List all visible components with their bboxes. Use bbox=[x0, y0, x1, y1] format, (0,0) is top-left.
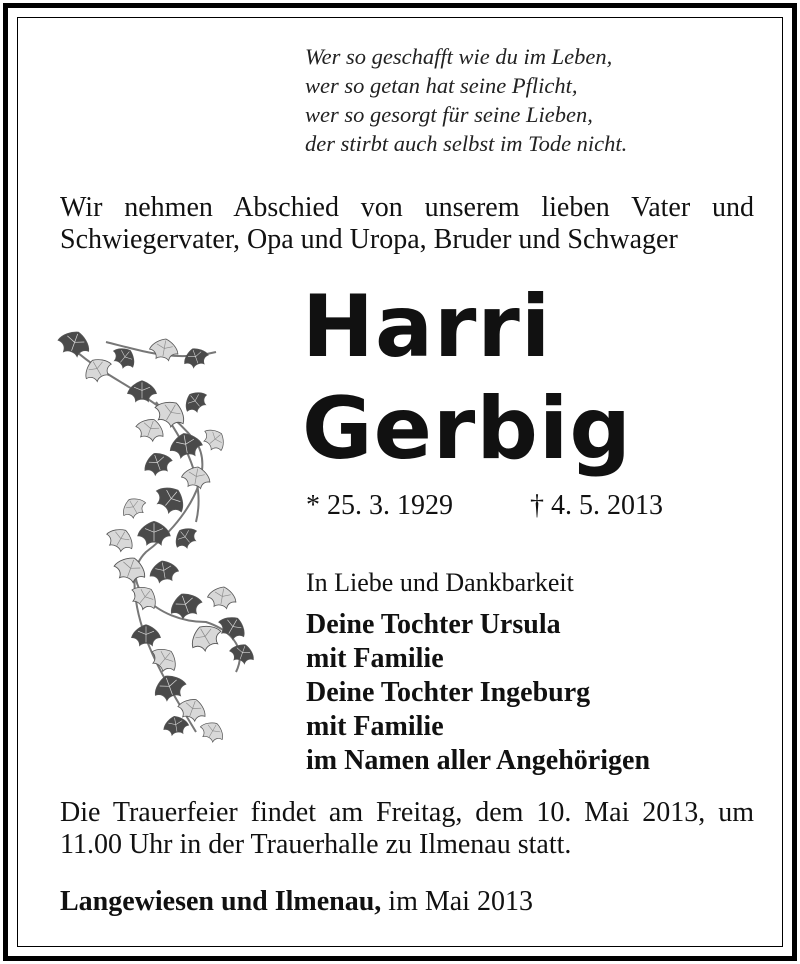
poem-line: wer so gesorgt für seine Lieben, bbox=[305, 102, 593, 127]
place-and-date bbox=[60, 886, 533, 918]
ivy-leaf bbox=[132, 625, 161, 646]
ivy-leaf bbox=[55, 327, 93, 360]
obituary-notice bbox=[3, 3, 797, 961]
birth-date: * 25. 3. 1929 bbox=[306, 490, 453, 521]
ivy-leaf bbox=[162, 714, 190, 736]
thanks-line: In Liebe und Dankbarkeit bbox=[306, 568, 574, 597]
mourner-line: im Namen aller Angehörigen bbox=[306, 745, 651, 776]
ivy-leaf bbox=[127, 580, 162, 614]
ivy-leaf bbox=[148, 336, 180, 361]
ivy-branch-image bbox=[46, 322, 276, 752]
ivy-leaf bbox=[181, 344, 211, 370]
ivy-leaf bbox=[147, 642, 182, 676]
ivy-leaf bbox=[168, 431, 204, 460]
place-names: Langewiesen und Ilmenau, bbox=[60, 886, 382, 917]
ivy-leaf bbox=[199, 424, 229, 455]
ivy-leaf bbox=[166, 589, 204, 622]
ivy-leaf bbox=[138, 521, 170, 544]
ivy-leaf bbox=[118, 493, 149, 521]
death-date: † 4. 5. 2013 bbox=[530, 490, 663, 521]
ivy-leaf bbox=[111, 553, 149, 586]
mourner-line: Deine Tochter Ursula bbox=[306, 609, 561, 640]
ivy-leaf bbox=[150, 671, 188, 704]
ivy-leaf bbox=[128, 381, 157, 402]
ivy-leaf bbox=[141, 449, 175, 478]
ivy-leaf bbox=[103, 523, 138, 555]
poem-line: der stirbt auch selbst im Tode nicht. bbox=[305, 131, 628, 156]
mourner-line: mit Familie bbox=[306, 643, 444, 674]
ivy-leaf bbox=[206, 584, 238, 609]
poem-line: wer so getan hat seine Pflicht, bbox=[305, 73, 578, 98]
memorial-poem bbox=[305, 42, 627, 158]
poem-line: Wer so geschafft wie du im Leben, bbox=[305, 44, 613, 69]
notice-date: im Mai 2013 bbox=[388, 886, 533, 917]
mourner-line: mit Familie bbox=[306, 711, 444, 742]
service-announcement: Die Trauerfeier findet am Freitag, dem 10. Mai 2013, um 11.00 Uhr in der Trauerhalle zu Ilmenau statt. bbox=[60, 797, 754, 860]
ivy-leaf bbox=[148, 558, 180, 583]
farewell-intro: Wir nehmen Abschied von unserem lieben Vater und Schwiegervater, Opa und Uropa, Bruder und Schwager bbox=[60, 192, 754, 255]
mourners-list bbox=[306, 608, 650, 778]
deceased-last-name: Gerbig bbox=[302, 379, 632, 479]
ivy-leaf bbox=[180, 464, 212, 489]
ivy-leaf bbox=[186, 619, 226, 655]
ivy-leaf bbox=[180, 386, 211, 416]
mourner-line: Deine Tochter Ingeburg bbox=[306, 677, 591, 708]
ivy-leaf bbox=[197, 717, 228, 745]
deceased-first-name: Harri bbox=[302, 277, 552, 377]
ivy-leaf bbox=[227, 640, 257, 666]
ivy-leaf bbox=[170, 522, 201, 552]
